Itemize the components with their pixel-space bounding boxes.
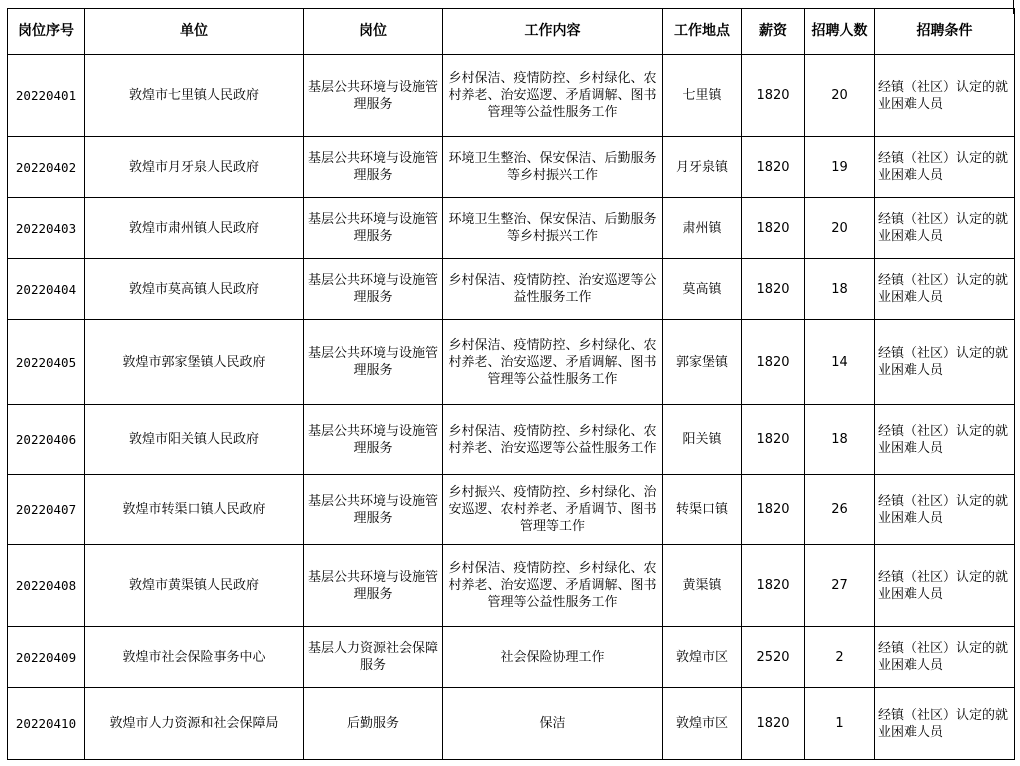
cell-salary: 1820	[742, 198, 805, 259]
cell-unit: 敦煌市社会保险事务中心	[85, 627, 304, 688]
cell-condition: 经镇（社区）认定的就业困难人员	[875, 55, 1015, 137]
cell-content: 乡村保洁、疫情防控、乡村绿化、农村养老、治安巡逻、矛盾调解、图书管理等公益性服务工作	[443, 320, 663, 405]
cell-unit: 敦煌市阳关镇人民政府	[85, 405, 304, 475]
cell-location: 敦煌市区	[663, 627, 742, 688]
cell-location: 阳关镇	[663, 405, 742, 475]
table-row	[8, 198, 1015, 259]
cell-id: 20220406	[8, 405, 85, 475]
cell-location: 月牙泉镇	[663, 137, 742, 198]
cell-condition: 经镇（社区）认定的就业困难人员	[875, 688, 1015, 760]
cell-location: 转渠口镇	[663, 475, 742, 545]
cell-unit: 敦煌市月牙泉人民政府	[85, 137, 304, 198]
table-row	[8, 475, 1015, 545]
header-cell-count: 招聘人数	[805, 9, 875, 55]
cell-id: 20220409	[8, 627, 85, 688]
cell-count: 20	[805, 198, 875, 259]
cell-count: 18	[805, 405, 875, 475]
cell-count: 1	[805, 688, 875, 760]
cell-count: 27	[805, 545, 875, 627]
cell-content: 保洁	[443, 688, 663, 760]
cell-post: 后勤服务	[304, 688, 443, 760]
cell-salary: 1820	[742, 475, 805, 545]
header-cell-location: 工作地点	[663, 9, 742, 55]
cell-content: 环境卫生整治、保安保洁、后勤服务等乡村振兴工作	[443, 137, 663, 198]
cell-id: 20220402	[8, 137, 85, 198]
cell-content: 乡村保洁、疫情防控、乡村绿化、农村养老、治安巡逻等公益性服务工作	[443, 405, 663, 475]
table-row	[8, 259, 1015, 320]
cell-salary: 1820	[742, 137, 805, 198]
cell-content: 环境卫生整治、保安保洁、后勤服务等乡村振兴工作	[443, 198, 663, 259]
cell-id: 20220408	[8, 545, 85, 627]
table-row	[8, 688, 1015, 760]
header-cell-post: 岗位	[304, 9, 443, 55]
cell-content: 乡村振兴、疫情防控、乡村绿化、治安巡逻、农村养老、矛盾调节、图书管理等工作	[443, 475, 663, 545]
cell-id: 20220407	[8, 475, 85, 545]
cell-location: 莫高镇	[663, 259, 742, 320]
table-row	[8, 320, 1015, 405]
cell-unit: 敦煌市转渠口镇人民政府	[85, 475, 304, 545]
cell-count: 20	[805, 55, 875, 137]
cell-salary: 1820	[742, 545, 805, 627]
cell-post: 基层人力资源社会保障服务	[304, 627, 443, 688]
cell-count: 19	[805, 137, 875, 198]
cell-condition: 经镇（社区）认定的就业困难人员	[875, 627, 1015, 688]
table-row	[8, 137, 1015, 198]
cell-post: 基层公共环境与设施管理服务	[304, 405, 443, 475]
cell-unit: 敦煌市莫高镇人民政府	[85, 259, 304, 320]
cell-location: 肃州镇	[663, 198, 742, 259]
cell-salary: 1820	[742, 688, 805, 760]
cell-count: 26	[805, 475, 875, 545]
cell-content: 乡村保洁、疫情防控、乡村绿化、农村养老、治安巡逻、矛盾调解、图书管理等公益性服务工作	[443, 55, 663, 137]
cell-post: 基层公共环境与设施管理服务	[304, 475, 443, 545]
cell-count: 2	[805, 627, 875, 688]
cell-location: 七里镇	[663, 55, 742, 137]
cell-location: 郭家堡镇	[663, 320, 742, 405]
cell-content: 乡村保洁、疫情防控、治安巡逻等公益性服务工作	[443, 259, 663, 320]
recruitment-table	[7, 8, 1015, 760]
table-row	[8, 55, 1015, 137]
recruitment-table-container	[7, 8, 1015, 760]
cell-condition: 经镇（社区）认定的就业困难人员	[875, 198, 1015, 259]
table-row	[8, 545, 1015, 627]
cell-unit: 敦煌市人力资源和社会保障局	[85, 688, 304, 760]
cell-post: 基层公共环境与设施管理服务	[304, 55, 443, 137]
cell-post: 基层公共环境与设施管理服务	[304, 545, 443, 627]
cell-id: 20220403	[8, 198, 85, 259]
cell-condition: 经镇（社区）认定的就业困难人员	[875, 545, 1015, 627]
cell-unit: 敦煌市肃州镇人民政府	[85, 198, 304, 259]
header-row	[8, 9, 1015, 55]
cell-salary: 1820	[742, 405, 805, 475]
cell-id: 20220405	[8, 320, 85, 405]
header-cell-id: 岗位序号	[8, 9, 85, 55]
cell-salary: 1820	[742, 320, 805, 405]
table-row	[8, 627, 1015, 688]
cell-post: 基层公共环境与设施管理服务	[304, 137, 443, 198]
cell-count: 18	[805, 259, 875, 320]
cell-post: 基层公共环境与设施管理服务	[304, 198, 443, 259]
cell-condition: 经镇（社区）认定的就业困难人员	[875, 320, 1015, 405]
cell-count: 14	[805, 320, 875, 405]
cell-condition: 经镇（社区）认定的就业困难人员	[875, 259, 1015, 320]
cell-unit: 敦煌市郭家堡镇人民政府	[85, 320, 304, 405]
cell-location: 敦煌市区	[663, 688, 742, 760]
cell-condition: 经镇（社区）认定的就业困难人员	[875, 137, 1015, 198]
cell-post: 基层公共环境与设施管理服务	[304, 259, 443, 320]
cell-condition: 经镇（社区）认定的就业困难人员	[875, 475, 1015, 545]
cell-id: 20220410	[8, 688, 85, 760]
table-row	[8, 405, 1015, 475]
cell-salary: 1820	[742, 55, 805, 137]
cell-condition: 经镇（社区）认定的就业困难人员	[875, 405, 1015, 475]
cell-id: 20220404	[8, 259, 85, 320]
cell-post: 基层公共环境与设施管理服务	[304, 320, 443, 405]
cell-id: 20220401	[8, 55, 85, 137]
header-cell-salary: 薪资	[742, 9, 805, 55]
cell-content: 社会保险协理工作	[443, 627, 663, 688]
cell-unit: 敦煌市黄渠镇人民政府	[85, 545, 304, 627]
header-cell-condition: 招聘条件	[875, 9, 1015, 55]
header-cell-unit: 单位	[85, 9, 304, 55]
cell-location: 黄渠镇	[663, 545, 742, 627]
header-cell-content: 工作内容	[443, 9, 663, 55]
cell-salary: 2520	[742, 627, 805, 688]
cell-salary: 1820	[742, 259, 805, 320]
cell-unit: 敦煌市七里镇人民政府	[85, 55, 304, 137]
cell-content: 乡村保洁、疫情防控、乡村绿化、农村养老、治安巡逻、矛盾调解、图书管理等公益性服务工作	[443, 545, 663, 627]
